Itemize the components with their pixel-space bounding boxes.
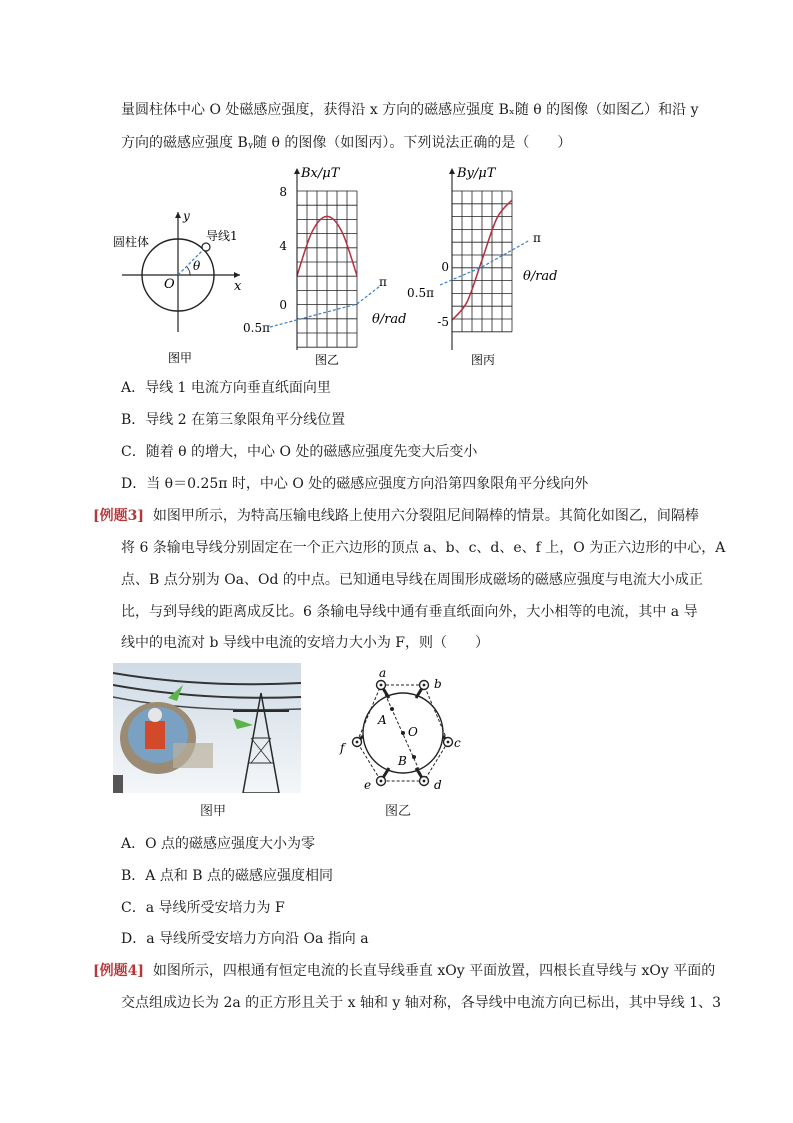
ex3-line-5: 线中的电流对 b 导线中电流的安培力大小为 F，则（ ） [121,635,490,651]
label-e: e [364,778,372,792]
intro-line-2: 方向的磁感应强度 Bᵧ随 θ 的图像（如图丙）。下列说法正确的是（ ） [121,135,572,151]
ex3-line-4: 比，与到导线的距离成反比。6 条输电导线中通有垂直纸面向外，大小相等的电流，其中 a 导 [121,604,698,620]
label-a: a [379,668,387,680]
y-axis-arrow-icon [294,168,300,174]
half-pi-label: 0.5π [243,321,270,335]
x-label: x [234,279,242,294]
ex3-option-d: D．a 导线所受安培力方向沿 Oa 指向 a [121,931,369,947]
theta-label: θ [193,259,201,273]
q2-option-a: A．导线 1 电流方向垂直纸面向里 [121,380,331,396]
caption-bing: 图丙 [470,353,496,367]
wire1-dot [202,243,210,251]
figure-jia [110,200,250,370]
ex3-line-2: 将 6 条输电导线分别固定在一个正六边形的顶点 a、b、c、d、e、f 上，O 为正六边形的中心，A [121,540,726,556]
y-axis-label: Bx/μT [301,166,340,181]
ex4-line-2: 交点组成边长为 2a 的正方形且关于 x 轴和 y 轴对称，各导线中电流方向已标出，其中导线 1、3 [121,995,722,1011]
tick-minus-5: -5 [437,315,449,329]
wire1-label: 导线1 [206,229,238,243]
label-d: d [434,778,442,792]
ex3-option-c: C．a 导线所受安培力为 F [121,900,285,916]
power-line-photo [113,663,301,793]
photo-illustration [113,663,301,793]
ex3-line-1-text: 如图甲所示，为特高压输电线路上使用六分裂阻尼间隔棒的情景。其简化如图乙，间隔棒 [152,508,699,524]
y-axis-arrow-icon [449,168,455,174]
x-axis-label: θ/rad [523,269,558,284]
tick-0: 0 [441,260,449,274]
caption-jia: 图甲 [167,351,193,365]
tick-0: 0 [279,298,287,312]
grid [297,191,357,347]
ex4-tag: [例题4] [93,963,144,979]
label-B: B [398,754,407,768]
ex4-line-1-text: 如图所示，四根通有恒定电流的长直导线垂直 xOy 平面放置，四根长直导线与 xOy 平面的 [152,963,716,979]
label-f: f [340,741,345,755]
ex3-line-1 [93,506,699,526]
hexagon-caption: 图乙 [384,804,411,819]
hexagon-figure [326,668,476,794]
intro-line-1: 量圆柱体中心 O 处磁感应强度，获得沿 x 方向的磁感应强度 Bₓ随 θ 的图像（如图乙）和沿 y [121,102,699,118]
cylinder-label: 圆柱体 [113,235,150,249]
label-c: c [454,736,461,750]
y-axis-label: By/μT [457,166,496,181]
q2-option-d: D．当 θ＝0.25π 时，中心 O 处的磁感应强度方向沿第四象限角平分线向外 [121,476,589,492]
pi-label: π [379,275,387,289]
q2-option-c: C．随着 θ 的增大，中心 O 处的磁感应强度先变大后变小 [121,444,478,460]
tick-4: 4 [279,239,287,253]
y-label: y [183,209,190,223]
x-axis-label: θ/rad [372,312,407,327]
center-point [401,731,405,735]
point-a-mid [390,707,394,711]
label-b: b [434,677,442,691]
origin-label: O [164,277,175,292]
pi-leader [357,286,380,304]
pi-label: π [533,231,541,245]
theta-arc [187,267,190,275]
q2-option-b: B．导线 2 在第三象限角平分线位置 [121,412,346,428]
figure-yi [240,160,415,372]
point-b-mid [412,755,416,759]
ex3-tag: [例题3] [93,508,144,524]
photo-caption: 图甲 [199,804,226,819]
tick-8: 8 [279,185,287,199]
y-axis-arrow-icon [175,212,181,218]
ex4-line-1 [93,961,715,981]
pi-leader [482,240,530,267]
figure-bing [405,160,570,372]
label-A: A [378,713,387,727]
label-O: O [408,725,418,739]
half-pi-label: 0.5π [407,286,434,300]
ex3-option-a: A．O 点的磁感应强度大小为零 [121,836,316,852]
ex3-line-3: 点、B 点分别为 Oa、Od 的中点。已知通电导线在周围形成磁场的磁感应强度与电流大小成正 [121,572,703,588]
ex3-option-b: B．A 点和 B 点的磁感应强度相同 [121,868,334,884]
caption-yi: 图乙 [314,353,340,367]
